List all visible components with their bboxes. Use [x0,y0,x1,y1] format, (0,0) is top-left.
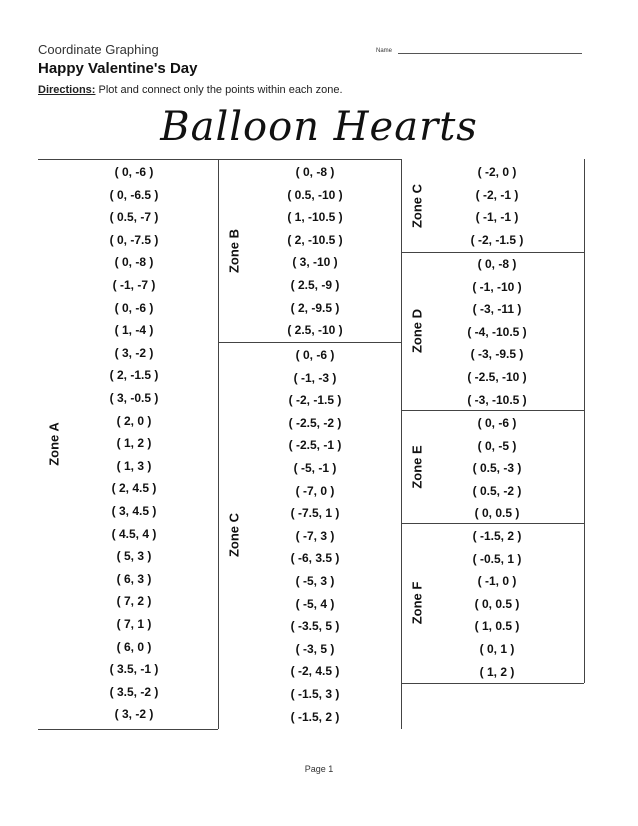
zone-e-bottom-rule [401,523,584,524]
coordinate-pair: ( -1, -7 ) [112,278,156,292]
coordinate-pair: ( -0.5, 1 ) [472,551,522,566]
name-line[interactable] [398,53,582,54]
coordinate-pair: ( 2.5, -9 ) [290,278,340,292]
coordinate-pair: ( -2.5, -1 ) [288,438,342,453]
coordinate-pair: ( 0, -6 ) [295,348,335,362]
coordinate-pair: ( -4, -10.5 ) [467,324,527,339]
coordinate-pair: ( 0.5, -2 ) [472,483,522,498]
coordinate-pair: ( 0, -6 ) [114,165,154,179]
zone-c-right-bottom-rule [401,252,584,253]
coordinate-pair: ( 1, 2 ) [116,436,152,451]
coordinate-pair: ( -2, 0 ) [477,165,517,179]
coordinate-pair: ( 2, 4.5 ) [111,481,157,496]
coordinate-pair: ( 0, -6.5 ) [109,187,159,202]
coordinate-pair: ( 0, 1 ) [479,642,515,656]
coordinate-pair: ( 2, -9.5 ) [290,300,340,315]
name-label: Name [376,48,393,54]
zone-d-bottom-rule [401,410,584,411]
coordinate-pair: ( 1, 3 ) [116,458,152,473]
coordinate-pair: ( 0, -5 ) [477,438,517,453]
page-number: Page 1 [304,764,334,774]
coordinate-pair: ( 0.5, -10 ) [287,187,343,202]
coordinate-pair: ( 1, -10.5 ) [287,210,343,225]
zone-f-bottom-rule [401,683,584,684]
coordinate-pair: ( 2, -1.5 ) [109,368,159,383]
coordinate-pair: ( -2.5, -10 ) [467,370,527,384]
coordinate-pair: ( 3.5, -1 ) [109,662,159,677]
coordinate-pair: ( 3, -0.5 ) [109,391,159,405]
coordinate-pair: ( 0, -8 ) [477,257,517,271]
coordinate-pair: ( -2, -1.5 ) [288,393,342,408]
coordinate-pair: ( -2.5, -2 ) [288,415,342,430]
coordinate-pair: ( 0, 0.5 ) [474,596,520,611]
coordinate-pair: ( 0, -8 ) [114,255,154,270]
zone-a-bottom-rule [38,729,218,730]
coordinate-pair: ( 5, 3 ) [116,549,152,564]
coordinate-pair: ( -5, -1 ) [293,461,337,475]
coordinate-pair: ( -6, 3.5 ) [290,551,340,566]
coordinate-pair: ( -1.5, 2 ) [472,529,522,543]
coordinate-pair: ( -3.5, 5 ) [290,619,340,634]
directions-label: Directions: [38,84,96,96]
coordinate-pair: ( -3, 5 ) [295,641,335,656]
coordinate-pair: ( 0.5, -3 ) [472,461,522,476]
coordinate-pair: ( 3, 4.5 ) [111,504,157,518]
coordinate-pair: ( 3, -2 ) [114,707,154,722]
coordinate-pair: ( 2, -10.5 ) [287,232,343,247]
coordinate-pair: ( 1, 2 ) [479,664,515,679]
coordinate-pair: ( 2.5, -10 ) [287,323,343,338]
table-top-rule [38,159,401,160]
coordinate-pair: ( 1, -4 ) [114,323,154,338]
coordinate-pair: ( 3, -2 ) [114,345,154,360]
coordinate-pair: ( 0, -7.5 ) [109,232,159,247]
coordinate-pair: ( 7, 1 ) [116,617,152,631]
subtitle: Coordinate Graphing [38,42,159,57]
coordinate-pair: ( -3, -9.5 ) [470,347,524,362]
coordinate-pair: ( -7, 0 ) [295,483,335,498]
coordinate-pair: ( -1, 0 ) [477,574,517,589]
coordinate-pair: ( -1, -10 ) [472,279,522,294]
coordinate-pair: ( -5, 4 ) [295,596,335,611]
coordinate-pair: ( -7, 3 ) [295,528,335,543]
coordinate-pair: ( 1, 0.5 ) [474,619,520,634]
coordinate-pair: ( 0, -6 ) [114,300,154,315]
coordinate-pair: ( -1, -3 ) [293,370,337,385]
coordinate-pair: ( 0, -6 ) [477,416,517,430]
coordinate-pair: ( 0, 0.5 ) [474,506,520,521]
coordinate-pair: ( 4.5, 4 ) [111,526,157,541]
coordinate-pair: ( -5, 3 ) [295,574,335,588]
right-edge-rule [584,159,585,683]
coordinate-pair: ( -1.5, 2 ) [290,709,340,724]
coordinate-pair: ( 7, 2 ) [116,594,152,609]
coordinate-pair: ( -2, -1.5 ) [470,232,524,247]
column-divider-1 [218,159,219,729]
coordinate-pair: ( 3.5, -2 ) [109,684,159,699]
coordinate-pair: ( -3, -11 ) [472,302,522,317]
coordinate-pair: ( 3, -10 ) [292,255,338,270]
coordinate-pair: ( 2, 0 ) [116,413,152,428]
directions-text: Plot and connect only the points within each zone. [95,84,343,96]
coordinate-pair: ( -2, -1 ) [475,187,519,202]
coordinate-pair: ( 0, -8 ) [295,165,335,179]
coordinate-pair: ( 6, 3 ) [116,571,152,586]
coordinate-pair: ( -2, 4.5 ) [290,664,340,679]
coordinate-pair: ( 6, 0 ) [116,639,152,654]
coordinate-pair: ( 0.5, -7 ) [109,210,159,225]
directions [38,84,343,96]
worksheet-heading: Happy Valentine's Day [38,60,198,77]
column-divider-2 [401,159,402,729]
zone-b-bottom-rule [218,342,401,343]
page-title: Balloon Hearts [160,104,478,150]
coordinate-pair: ( -1, -1 ) [475,210,519,225]
coordinate-pair: ( -3, -10.5 ) [467,392,527,407]
coordinate-pair: ( -7.5, 1 ) [290,506,340,521]
coordinate-pair: ( -1.5, 3 ) [290,687,340,701]
